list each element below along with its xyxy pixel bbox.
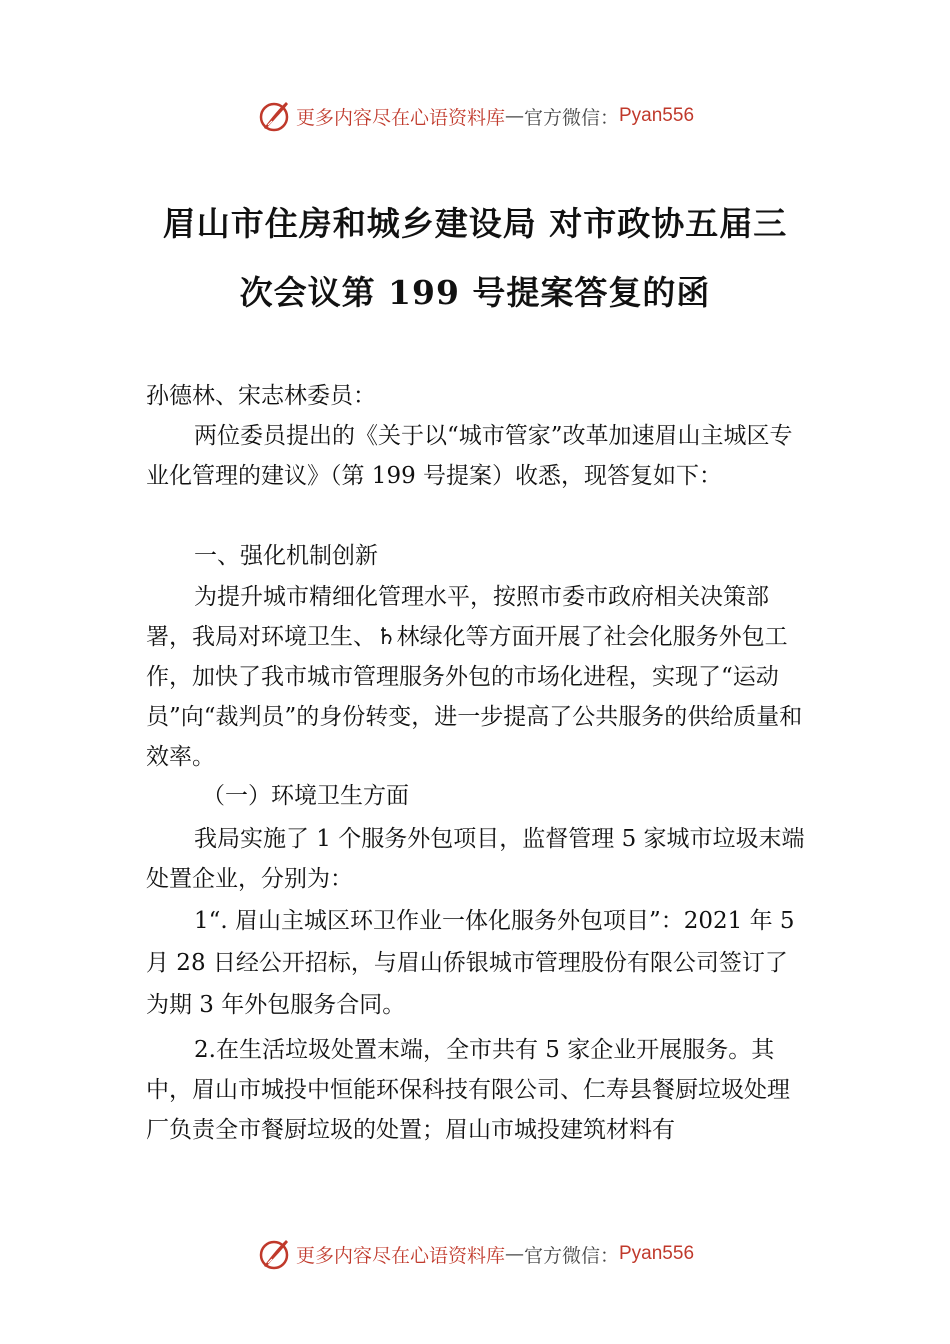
section-1-paragraph: 为提升城市精细化管理水平，按照市委市政府相关决策部署，我局对环境卫生、♄林绿化等方面开展了社会化服务外包工作，加快了我市城市管理服务外包的市场化进程，实现了“运动员”向“裁判员”的身份转变，进一步提高了公共服务的供给质量和效率。: [146, 584, 803, 770]
section-1-heading: 一、强化机制创新: [194, 543, 378, 569]
watermark-banner-bottom: [0, 1234, 950, 1274]
subsection-1-heading: （一）环境卫生方面: [202, 783, 409, 809]
list-item-2: 2.在生活垃圾处置末端，全市共有 5 家企业开展服务。其中，眉山市城投中恒能环保科技有限公司、仁寿县餐厨垃圾处理厂负责全市餐厨垃圾的处置；眉山市城投建筑材料有: [146, 1037, 790, 1143]
watermark-banner-top: [0, 96, 950, 136]
watermark-separator: —: [504, 105, 524, 127]
watermark-brand: 更多内容尽在心语资料库: [295, 106, 505, 129]
document-title-line-1: 眉山市住房和城乡建设局 对市政协五届三: [162, 204, 788, 243]
watermark-wechat-id: Pyan556: [619, 1243, 695, 1264]
intro-paragraph: 两位委员提出的《关于以“城市管家”改革加速眉山主城区专业化管理的建议》（第 199 号提案）收悉，现答复如下：: [146, 423, 793, 489]
watermark-brand: 更多内容尽在心语资料库: [295, 1244, 505, 1267]
salutation: 孙德林、宋志林委员：: [146, 383, 376, 409]
pen-logo-icon: [256, 98, 292, 134]
document-title-line-2: 次会议第 199 号提案答复的函: [239, 273, 711, 312]
watermark-wechat-id: Pyan556: [619, 105, 695, 126]
pen-logo-icon: [256, 1236, 292, 1272]
watermark-wechat-label: 官方微信：: [523, 1244, 619, 1267]
watermark-wechat-label: 官方微信：: [523, 106, 619, 129]
subsection-1-paragraph: 我局实施了 1 个服务外包项目，监督管理 5 家城市垃圾末端处置企业，分别为：: [146, 826, 805, 892]
watermark-separator: —: [504, 1243, 524, 1265]
list-item-1: 1“. 眉山主城区环卫作业一体化服务外包项目”：2021 年 5 月 28 日经公开招标，与眉山侨银城市管理股份有限公司签订了为期 3 年外包服务合同。: [146, 908, 795, 1018]
